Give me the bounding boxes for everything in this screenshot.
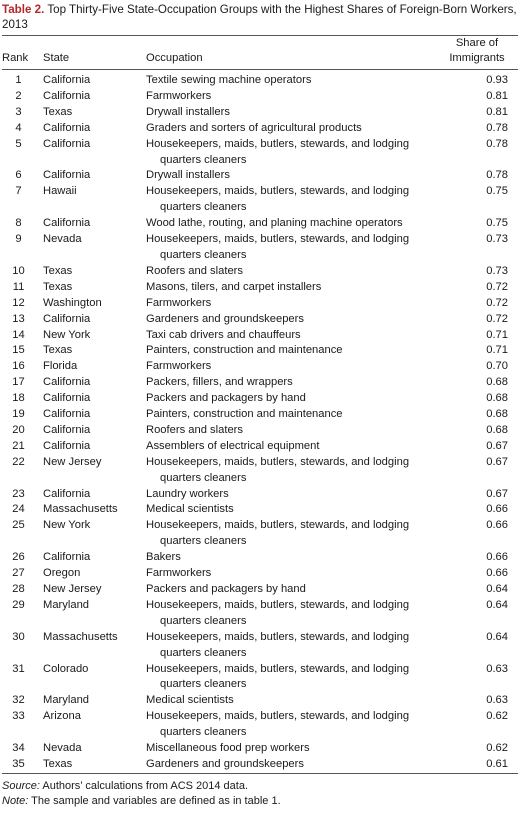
cell-rank: 14 bbox=[12, 328, 25, 341]
cell-state: California bbox=[43, 89, 91, 102]
cell-state: Washington bbox=[43, 296, 102, 309]
cell-occupation bbox=[146, 375, 436, 391]
table-row bbox=[2, 550, 518, 566]
table-row bbox=[2, 693, 518, 709]
cell-occupation bbox=[146, 566, 436, 582]
occupation-text-continued: quarters cleaners bbox=[160, 153, 247, 166]
cell-rank: 25 bbox=[12, 519, 25, 532]
cell-occupation bbox=[146, 264, 436, 280]
table-row bbox=[2, 232, 518, 264]
source-note: Source: Authors’ calculations from ACS 2014 data. bbox=[2, 779, 249, 792]
cell-state: California bbox=[43, 217, 91, 230]
cell-rank: 19 bbox=[12, 408, 25, 421]
occupation-text: Gardeners and groundskeepers bbox=[146, 757, 304, 770]
cell-rank: 6 bbox=[15, 169, 22, 182]
table-row bbox=[2, 630, 518, 662]
cell-share: 0.72 bbox=[486, 280, 508, 293]
occupation-text: Medical scientists bbox=[146, 694, 234, 707]
cell-share: 0.78 bbox=[486, 169, 508, 182]
cell-share: 0.72 bbox=[486, 296, 508, 309]
header-row bbox=[2, 36, 518, 70]
cell-occupation bbox=[146, 312, 436, 328]
cell-rank: 15 bbox=[12, 344, 25, 357]
occupation-text-continued: quarters cleaners bbox=[160, 535, 247, 548]
cell-share: 0.67 bbox=[486, 487, 508, 500]
col-header-share-line2: Immigrants bbox=[449, 51, 505, 64]
occupation-text: Painters, construction and maintenance bbox=[146, 408, 343, 421]
occupation-text: Graders and sorters of agricultural products bbox=[146, 121, 362, 134]
cell-occupation bbox=[146, 502, 436, 518]
cell-occupation bbox=[146, 487, 436, 503]
occupation-text: Packers and packagers by hand bbox=[146, 392, 306, 405]
occupation-text: Farmworkers bbox=[146, 89, 212, 102]
cell-state: Florida bbox=[43, 360, 78, 373]
cell-occupation bbox=[146, 184, 436, 216]
table-body bbox=[2, 70, 518, 773]
occupation-text: Housekeepers, maids, butlers, stewards, and lodging bbox=[146, 598, 410, 611]
table-figure bbox=[0, 2, 520, 810]
cell-share: 0.67 bbox=[486, 439, 508, 452]
occupation-text: Laundry workers bbox=[146, 487, 229, 500]
col-header-occupation: Occupation bbox=[146, 51, 203, 64]
cell-rank: 17 bbox=[12, 376, 25, 389]
cell-share: 0.73 bbox=[486, 233, 508, 246]
cell-share: 0.66 bbox=[486, 519, 508, 532]
occupation-text: Housekeepers, maids, butlers, stewards, and lodging bbox=[146, 185, 410, 198]
cell-share: 0.68 bbox=[486, 423, 508, 436]
cell-state: New Jersey bbox=[43, 455, 102, 468]
table-notes bbox=[2, 779, 518, 810]
cell-occupation bbox=[146, 518, 436, 550]
table-row bbox=[2, 105, 518, 121]
table-row bbox=[2, 280, 518, 296]
cell-occupation bbox=[146, 121, 436, 137]
cell-rank: 35 bbox=[12, 757, 25, 770]
table-row bbox=[2, 296, 518, 312]
cell-occupation bbox=[146, 757, 436, 773]
data-table bbox=[2, 35, 518, 774]
occupation-text-continued: quarters cleaners bbox=[160, 614, 247, 627]
cell-rank: 29 bbox=[12, 598, 25, 611]
table-row bbox=[2, 423, 518, 439]
cell-rank: 21 bbox=[12, 439, 25, 452]
table-row bbox=[2, 709, 518, 741]
cell-share: 0.66 bbox=[486, 503, 508, 516]
table-row bbox=[2, 741, 518, 757]
cell-rank: 23 bbox=[12, 487, 25, 500]
occupation-text: Farmworkers bbox=[146, 296, 212, 309]
table-row bbox=[2, 582, 518, 598]
cell-occupation bbox=[146, 280, 436, 296]
cell-share: 0.68 bbox=[486, 408, 508, 421]
table-row bbox=[2, 566, 518, 582]
cell-occupation bbox=[146, 168, 436, 184]
cell-rank: 26 bbox=[12, 551, 25, 564]
table-row bbox=[2, 168, 518, 184]
occupation-text: Textile sewing machine operators bbox=[146, 74, 312, 86]
table-row bbox=[2, 439, 518, 455]
cell-occupation bbox=[146, 232, 436, 264]
table-row bbox=[2, 662, 518, 694]
cell-rank: 13 bbox=[12, 312, 25, 325]
table-row bbox=[2, 343, 518, 359]
cell-rank: 3 bbox=[15, 105, 22, 118]
cell-rank: 27 bbox=[12, 567, 25, 580]
cell-rank: 4 bbox=[15, 121, 22, 134]
cell-share: 0.75 bbox=[486, 185, 508, 198]
table-row bbox=[2, 121, 518, 137]
cell-state: New York bbox=[43, 519, 91, 532]
cell-state: California bbox=[43, 137, 91, 150]
cell-rank: 32 bbox=[12, 694, 25, 707]
cell-rank: 8 bbox=[15, 217, 22, 230]
cell-occupation bbox=[146, 582, 436, 598]
cell-state: New Jersey bbox=[43, 583, 102, 595]
cell-share: 0.75 bbox=[486, 217, 508, 230]
cell-share: 0.70 bbox=[486, 360, 508, 373]
cell-share: 0.78 bbox=[486, 121, 508, 134]
cell-state: Arizona bbox=[43, 710, 81, 723]
cell-occupation bbox=[146, 137, 436, 169]
cell-share: 0.68 bbox=[486, 392, 508, 405]
cell-occupation bbox=[146, 391, 436, 407]
cell-rank: 24 bbox=[12, 503, 25, 516]
cell-share: 0.81 bbox=[486, 105, 508, 118]
table-caption bbox=[2, 2, 518, 32]
cell-share: 0.63 bbox=[486, 694, 508, 707]
cell-share: 0.66 bbox=[486, 567, 508, 580]
cell-share: 0.73 bbox=[486, 264, 508, 277]
cell-rank: 18 bbox=[12, 392, 25, 405]
table-row bbox=[2, 216, 518, 232]
cell-rank: 34 bbox=[12, 742, 25, 755]
cell-rank: 33 bbox=[12, 710, 25, 723]
cell-share: 0.67 bbox=[486, 455, 508, 468]
occupation-text: Gardeners and groundskeepers bbox=[146, 312, 304, 325]
cell-rank: 7 bbox=[15, 185, 22, 198]
table-row bbox=[2, 757, 518, 773]
cell-rank: 11 bbox=[12, 280, 25, 293]
cell-rank: 2 bbox=[15, 89, 22, 102]
occupation-text: Farmworkers bbox=[146, 567, 212, 580]
cell-occupation bbox=[146, 598, 436, 630]
cell-occupation bbox=[146, 89, 436, 105]
col-header-share-line1: Share of bbox=[455, 37, 499, 49]
occupation-text: Wood lathe, routing, and planing machine operators bbox=[146, 217, 403, 230]
cell-occupation bbox=[146, 693, 436, 709]
cell-share: 0.61 bbox=[486, 757, 508, 770]
cell-occupation bbox=[146, 439, 436, 455]
occupation-text: Bakers bbox=[146, 551, 181, 564]
cell-occupation bbox=[146, 407, 436, 423]
cell-share: 0.64 bbox=[486, 583, 508, 595]
occupation-text: Housekeepers, maids, butlers, stewards, and lodging bbox=[146, 233, 410, 246]
table-row bbox=[2, 487, 518, 503]
occupation-text: Housekeepers, maids, butlers, stewards, and lodging bbox=[146, 455, 410, 468]
occupation-text: Assemblers of electrical equipment bbox=[146, 439, 320, 452]
occupation-text-continued: quarters cleaners bbox=[160, 248, 247, 261]
occupation-text: Drywall installers bbox=[146, 105, 230, 118]
cell-share: 0.93 bbox=[486, 74, 508, 86]
cell-occupation bbox=[146, 662, 436, 694]
occupation-text: Housekeepers, maids, butlers, stewards, and lodging bbox=[146, 630, 410, 643]
cell-share: 0.62 bbox=[486, 742, 508, 755]
cell-rank: 10 bbox=[12, 264, 25, 277]
table-row bbox=[2, 375, 518, 391]
cell-state: California bbox=[43, 551, 91, 564]
cell-rank: 20 bbox=[12, 423, 25, 436]
cell-state: Oregon bbox=[43, 567, 81, 580]
occupation-text: Housekeepers, maids, butlers, stewards, and lodging bbox=[146, 710, 410, 723]
col-header-state: State bbox=[43, 51, 70, 64]
occupation-text: Housekeepers, maids, butlers, stewards, and lodging bbox=[146, 662, 410, 675]
cell-share: 0.66 bbox=[486, 551, 508, 564]
cell-occupation bbox=[146, 709, 436, 741]
cell-state: California bbox=[43, 423, 91, 436]
occupation-text: Taxi cab drivers and chauffeurs bbox=[146, 328, 301, 341]
cell-rank: 1 bbox=[15, 74, 22, 86]
cell-occupation bbox=[146, 550, 436, 566]
cell-state: Colorado bbox=[43, 662, 89, 675]
cell-share: 0.71 bbox=[486, 344, 508, 357]
occupation-text: Masons, tilers, and carpet installers bbox=[146, 280, 322, 293]
cell-rank: 22 bbox=[12, 455, 25, 468]
cell-state: California bbox=[43, 169, 91, 182]
table-row bbox=[2, 137, 518, 169]
table-row bbox=[2, 598, 518, 630]
cell-rank: 30 bbox=[12, 630, 25, 643]
cell-share: 0.68 bbox=[486, 376, 508, 389]
cell-share: 0.81 bbox=[486, 89, 508, 102]
table-row bbox=[2, 518, 518, 550]
cell-state: Maryland bbox=[43, 598, 90, 611]
cell-occupation bbox=[146, 630, 436, 662]
cell-state: Nevada bbox=[43, 233, 82, 246]
cell-rank: 16 bbox=[12, 360, 25, 373]
table-number: Table 2. bbox=[2, 3, 45, 16]
cell-state: Nevada bbox=[43, 742, 82, 755]
occupation-text: Drywall installers bbox=[146, 169, 230, 182]
sample-note: Note: The sample and variables are defined as in table 1. bbox=[2, 795, 281, 808]
col-header-rank: Rank bbox=[2, 51, 29, 64]
occupation-text: Housekeepers, maids, butlers, stewards, and lodging bbox=[146, 137, 410, 150]
cell-state: California bbox=[43, 439, 91, 452]
occupation-text: Medical scientists bbox=[146, 503, 234, 516]
occupation-text: Painters, construction and maintenance bbox=[146, 344, 343, 357]
occupation-text: Miscellaneous food prep workers bbox=[146, 742, 310, 755]
cell-state: New York bbox=[43, 328, 91, 341]
occupation-text-continued: quarters cleaners bbox=[160, 678, 247, 691]
table-row bbox=[2, 264, 518, 280]
cell-state: California bbox=[43, 121, 91, 134]
cell-occupation bbox=[146, 343, 436, 359]
cell-rank: 9 bbox=[15, 233, 22, 246]
cell-share: 0.64 bbox=[486, 630, 508, 643]
table-row bbox=[2, 89, 518, 105]
cell-state: California bbox=[43, 74, 91, 86]
occupation-text-continued: quarters cleaners bbox=[160, 646, 247, 659]
table-row bbox=[2, 407, 518, 423]
cell-occupation bbox=[146, 216, 436, 232]
table-row bbox=[2, 328, 518, 344]
occupation-text: Roofers and slaters bbox=[146, 264, 244, 277]
occupation-text: Packers, fillers, and wrappers bbox=[146, 376, 293, 389]
cell-state: California bbox=[43, 487, 91, 500]
table-row bbox=[2, 455, 518, 487]
cell-state: Hawaii bbox=[43, 185, 77, 198]
cell-share: 0.64 bbox=[486, 598, 508, 611]
cell-occupation bbox=[146, 455, 436, 487]
occupation-text: Farmworkers bbox=[146, 360, 212, 373]
cell-share: 0.71 bbox=[486, 328, 508, 341]
table-row bbox=[2, 184, 518, 216]
table-row bbox=[2, 502, 518, 518]
cell-state: California bbox=[43, 408, 91, 421]
cell-state: Texas bbox=[43, 105, 73, 118]
cell-rank: 12 bbox=[12, 296, 25, 309]
occupation-text: Roofers and slaters bbox=[146, 423, 244, 436]
cell-state: California bbox=[43, 376, 91, 389]
cell-state: Massachusetts bbox=[43, 503, 118, 516]
cell-rank: 5 bbox=[15, 137, 22, 150]
table-row bbox=[2, 70, 518, 89]
col-header-share bbox=[436, 36, 518, 70]
cell-share: 0.72 bbox=[486, 312, 508, 325]
cell-rank: 28 bbox=[12, 583, 25, 595]
occupation-text: Housekeepers, maids, butlers, stewards, and lodging bbox=[146, 519, 410, 532]
cell-occupation bbox=[146, 70, 436, 89]
table-row bbox=[2, 359, 518, 375]
cell-state: Massachusetts bbox=[43, 630, 118, 643]
occupation-text-continued: quarters cleaners bbox=[160, 726, 247, 739]
cell-share: 0.78 bbox=[486, 137, 508, 150]
cell-occupation bbox=[146, 328, 436, 344]
cell-occupation bbox=[146, 296, 436, 312]
cell-state: Texas bbox=[43, 344, 73, 357]
cell-occupation bbox=[146, 105, 436, 121]
cell-state: Texas bbox=[43, 280, 73, 293]
table-row bbox=[2, 312, 518, 328]
cell-state: Texas bbox=[43, 757, 73, 770]
cell-occupation bbox=[146, 741, 436, 757]
table-title: Top Thirty-Five State-Occupation Groups with the Highest Shares of Foreign-Born Workers, 2013 bbox=[2, 3, 517, 31]
cell-share: 0.62 bbox=[486, 710, 508, 723]
occupation-text-continued: quarters cleaners bbox=[160, 201, 247, 214]
cell-state: Maryland bbox=[43, 694, 90, 707]
cell-state: California bbox=[43, 312, 91, 325]
cell-state: California bbox=[43, 392, 91, 405]
cell-share: 0.63 bbox=[486, 662, 508, 675]
cell-rank: 31 bbox=[12, 662, 25, 675]
occupation-text-continued: quarters cleaners bbox=[160, 471, 247, 484]
cell-state: Texas bbox=[43, 264, 73, 277]
cell-occupation bbox=[146, 423, 436, 439]
occupation-text: Packers and packagers by hand bbox=[146, 583, 306, 595]
cell-occupation bbox=[146, 359, 436, 375]
table-row bbox=[2, 391, 518, 407]
